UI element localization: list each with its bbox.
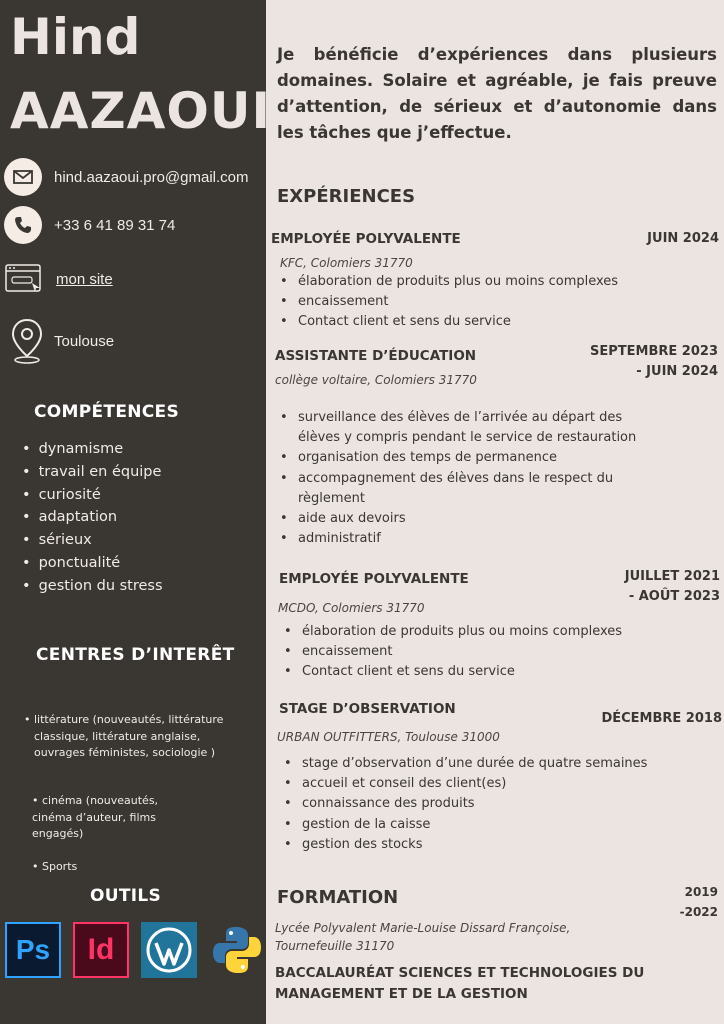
skill-item: • curiosité bbox=[22, 484, 163, 507]
skill-item: • travail en équipe bbox=[22, 461, 163, 484]
education-school: Lycée Polyvalent Marie-Louise Dissard Françoise, Tournefeuille 31170 bbox=[275, 921, 571, 953]
job-employer: MCDO, Colomiers 31770 bbox=[278, 601, 425, 615]
task-item: • organisation des temps de permanence bbox=[278, 448, 638, 468]
education-date-end: -2022 bbox=[679, 905, 718, 919]
phone-text[interactable]: +33 6 41 89 31 74 bbox=[54, 216, 176, 234]
task-item: • gestion de la caisse bbox=[282, 815, 647, 835]
skill-item: • adaptation bbox=[22, 506, 163, 529]
task-item: • accueil et conseil des client(es) bbox=[282, 774, 647, 794]
interest-sports: • Sports bbox=[32, 860, 78, 873]
task-item: • élaboration de produits plus ou moins complexes bbox=[278, 272, 618, 292]
job-tasks bbox=[278, 272, 618, 333]
job-employer: KFC, Colomiers 31770 bbox=[280, 256, 413, 270]
interests-heading: CENTRES D’INTERÊT bbox=[36, 645, 235, 665]
task-item: • gestion des stocks bbox=[282, 835, 647, 855]
task-item: • Contact client et sens du service bbox=[282, 662, 622, 682]
job-date bbox=[590, 342, 718, 382]
contact-phone[interactable] bbox=[4, 206, 175, 244]
skill-item: • gestion du stress bbox=[22, 575, 163, 598]
job-date bbox=[625, 567, 720, 607]
education-date-start: 2019 bbox=[684, 885, 718, 899]
job-employer: collège voltaire, Colomiers 31770 bbox=[275, 373, 477, 387]
interest-cinema: • cinéma (nouveautés, cinéma d’auteur, films engagés) bbox=[32, 794, 159, 840]
job-employer: URBAN OUTFITTERS, Toulouse 31000 bbox=[277, 730, 500, 744]
job-date: JUIN 2024 bbox=[647, 231, 719, 246]
skills-list bbox=[22, 438, 163, 598]
task-item: • stage d’observation d’une durée de quatre semaines bbox=[282, 754, 647, 774]
contact-email[interactable] bbox=[4, 158, 249, 196]
skill-item: • dynamisme bbox=[22, 438, 163, 461]
education-date bbox=[680, 882, 718, 922]
tools-heading: OUTILS bbox=[90, 886, 162, 906]
intro-text: Je bénéficie d’expériences dans plusieurs domaines. Solaire et agréable, je fais preuve d’attention, de sérieux et d’autonomie dans les tâches que j’effectue. bbox=[277, 45, 717, 142]
contact-city bbox=[8, 318, 114, 364]
education-heading: FORMATION bbox=[277, 887, 399, 908]
task-item: • encaissement bbox=[278, 292, 618, 312]
city-text: Toulouse bbox=[54, 332, 115, 350]
job-tasks bbox=[282, 754, 647, 855]
sidebar bbox=[0, 0, 272, 1024]
indesign-icon: Id bbox=[73, 922, 129, 978]
job-title: STAGE D’OBSERVATION bbox=[279, 701, 456, 717]
phone-icon bbox=[4, 206, 42, 244]
skill-item: • ponctualité bbox=[22, 552, 163, 575]
job-date-start: SEPTEMBRE 2023 bbox=[590, 344, 718, 359]
task-item: • surveillance des élèves de l’arrivée au départ des élèves y compris pendant le service de restauration bbox=[278, 408, 638, 448]
wordpress-icon bbox=[141, 922, 197, 978]
job-title: EMPLOYÉE POLYVALENTE bbox=[271, 231, 461, 247]
experience-heading: EXPÉRIENCES bbox=[277, 186, 416, 207]
job-tasks bbox=[282, 622, 622, 683]
task-item: • Contact client et sens du service bbox=[278, 312, 618, 332]
contact-site[interactable] bbox=[4, 262, 113, 296]
job-title: EMPLOYÉE POLYVALENTE bbox=[279, 571, 469, 587]
skills-heading: COMPÉTENCES bbox=[34, 402, 179, 422]
job-date-start: JUILLET 2021 bbox=[624, 569, 720, 584]
job-date-end: - AOÛT 2023 bbox=[628, 589, 720, 604]
python-icon bbox=[209, 922, 265, 978]
task-item: • administratif bbox=[278, 529, 638, 549]
job-title: ASSISTANTE D’ÉDUCATION bbox=[275, 348, 477, 364]
task-item: • aide aux devoirs bbox=[278, 509, 638, 529]
tools-row bbox=[5, 922, 265, 978]
envelope-icon bbox=[4, 158, 42, 196]
job-date-end: - JUIN 2024 bbox=[636, 364, 718, 379]
job-date: DÉCEMBRE 2018 bbox=[601, 711, 722, 726]
first-name: Hind bbox=[10, 8, 141, 66]
skill-item: • sérieux bbox=[22, 529, 163, 552]
education-degree: BACCALAURÉAT SCIENCES ET TECHNOLOGIES DU MANAGEMENT ET DE LA GESTION bbox=[275, 965, 645, 1002]
browser-icon bbox=[4, 262, 44, 296]
location-pin-icon bbox=[8, 318, 46, 364]
job-tasks bbox=[278, 408, 638, 549]
last-name: AAZAOUI bbox=[10, 82, 272, 140]
site-link[interactable]: mon site bbox=[56, 270, 113, 288]
task-item: • accompagnement des élèves dans le respect du règlement bbox=[278, 469, 638, 509]
email-text[interactable]: hind.aazaoui.pro@gmail.com bbox=[54, 168, 249, 186]
task-item: • encaissement bbox=[282, 642, 622, 662]
photoshop-icon: Ps bbox=[5, 922, 61, 978]
task-item: • élaboration de produits plus ou moins complexes bbox=[282, 622, 622, 642]
task-item: • connaissance des produits bbox=[282, 794, 647, 814]
interest-literature: • littérature (nouveautés, littérature classique, littérature anglaise, ouvrages féministes, sociologie ) bbox=[24, 713, 224, 759]
